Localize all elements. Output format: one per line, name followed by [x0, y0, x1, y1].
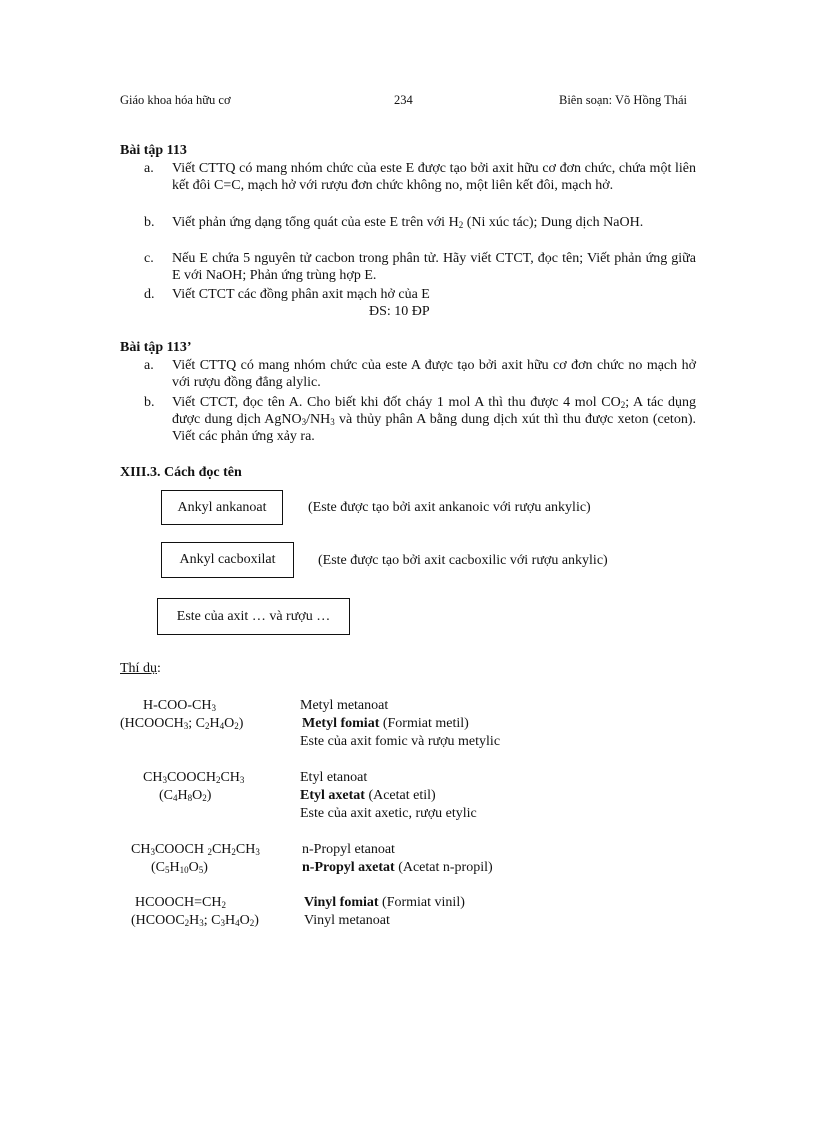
naming-desc-ankanoat: (Este được tạo bởi axit ankanoic với rượu ankylic) — [308, 500, 591, 515]
example-2-name-3: Este của axit axetic, rượu etylic — [300, 806, 477, 821]
example-2-name-1: Etyl etanoat — [300, 770, 368, 785]
example-1-name-3: Este của axit fomic và rượu metylic — [300, 734, 501, 749]
item-text: Viết phản ứng dạng tổng quát của este E trên với $H_2$ (Ni xúc tác); Dung dịch NaOH. — [172, 215, 644, 230]
example-2-formula-molecular: $(C_4H_8O_2)$ — [159, 788, 212, 803]
examples-heading: Thí dụ: — [120, 661, 161, 676]
item-text: Viết CTTQ có mang nhóm chức của este A được tạo bởi axit hữu cơ đơn chức no mạch hở với rượu đồng đẳng alylic. — [172, 358, 696, 390]
example-1-name-2: Metyl fomiat (Formiat metil) — [302, 716, 469, 731]
item-text: Viết CTCT, đọc tên A. Cho biết khi đốt cháy 1 mol A thì thu được 4 mol $CO_2$; A tác dụng được dung dịch $AgNO_3/NH_3$ và thủy phân A bằng dung dịch xút thì thu được xeton (ceton). Viết các phản ứng xảy ra. — [172, 395, 696, 444]
item-text: Viết CTTQ có mang nhóm chức của este E được tạo bởi axit hữu cơ đơn chức, chứa một liên kết đôi C=C, mạch hở với rượu đơn chức không no, một liên kết đôi, mạch hở. — [172, 161, 696, 193]
naming-box-este: Este của axit … và rượu … — [157, 598, 350, 635]
naming-title: XIII.3. Cách đọc tên — [120, 465, 242, 480]
exercise-113-answer: ĐS: 10 ĐP — [369, 304, 430, 319]
item-label: c. — [144, 251, 154, 266]
naming-box-ankanoat: Ankyl ankanoat — [161, 490, 283, 525]
example-3-formula: $CH_3COOCH$ $_2CH_2CH_3$ — [131, 842, 260, 857]
example-1-formula: $H-COO-CH_3$ — [143, 698, 216, 713]
exercise-113p-item-b — [144, 394, 696, 445]
item-label: d. — [144, 287, 155, 302]
naming-desc-cacboxilat: (Este được tạo bởi axit cacboxilic với rượu ankylic) — [318, 553, 608, 568]
example-2-name-2: Etyl axetat (Acetat etil) — [300, 788, 436, 803]
header-right: Biên soạn: Võ Hồng Thái — [559, 93, 688, 107]
exercise-113-item-c — [144, 250, 696, 284]
exercise-113-item-a — [144, 160, 696, 194]
item-text: Nếu E chứa 5 nguyên tử cacbon trong phân tử. Hãy viết CTCT, đọc tên; Viết phản ứng giữa E với NaOH; Phản ứng trùng hợp E. — [172, 251, 696, 283]
example-2-formula: $CH_3COOCH_2CH_3$ — [143, 770, 245, 785]
item-text: Viết CTCT các đồng phân axit mạch hở của E — [172, 287, 430, 302]
naming-box-cacboxilat: Ankyl cacboxilat — [161, 542, 294, 578]
example-4-formula: $HCOOCH=CH_2$ — [135, 895, 226, 910]
exercise-113-item-b — [144, 214, 696, 231]
example-3-formula-molecular: $(C_5H_{10}O_5)$ — [151, 860, 208, 875]
item-label: b. — [144, 395, 155, 410]
exercise-113p-title: Bài tập 113’ — [120, 340, 192, 355]
exercise-113-item-d — [144, 286, 696, 303]
item-label: b. — [144, 215, 155, 230]
exercise-113-title: Bài tập 113 — [120, 143, 187, 158]
item-label: a. — [144, 358, 154, 373]
example-1-name-1: Metyl metanoat — [300, 698, 389, 713]
page-number: 234 — [394, 93, 413, 107]
example-4-name-1: Vinyl fomiat (Formiat vinil) — [304, 895, 465, 910]
exercise-113p-item-a — [144, 357, 696, 391]
header-left: Giáo khoa hóa hữu cơ — [120, 93, 231, 107]
example-1-formula-molecular: ($HCOOCH_3$; $C_2H_4O_2$) — [120, 716, 244, 731]
item-label: a. — [144, 161, 154, 176]
example-4-formula-molecular: ($HCOOC_2H_3$; $C_3H_4O_2$) — [131, 913, 259, 928]
example-4-name-2: Vinyl metanoat — [304, 913, 390, 928]
example-3-name-1: n-Propyl etanoat — [302, 842, 395, 857]
example-3-name-2: n-Propyl axetat (Acetat n-propil) — [302, 860, 493, 875]
